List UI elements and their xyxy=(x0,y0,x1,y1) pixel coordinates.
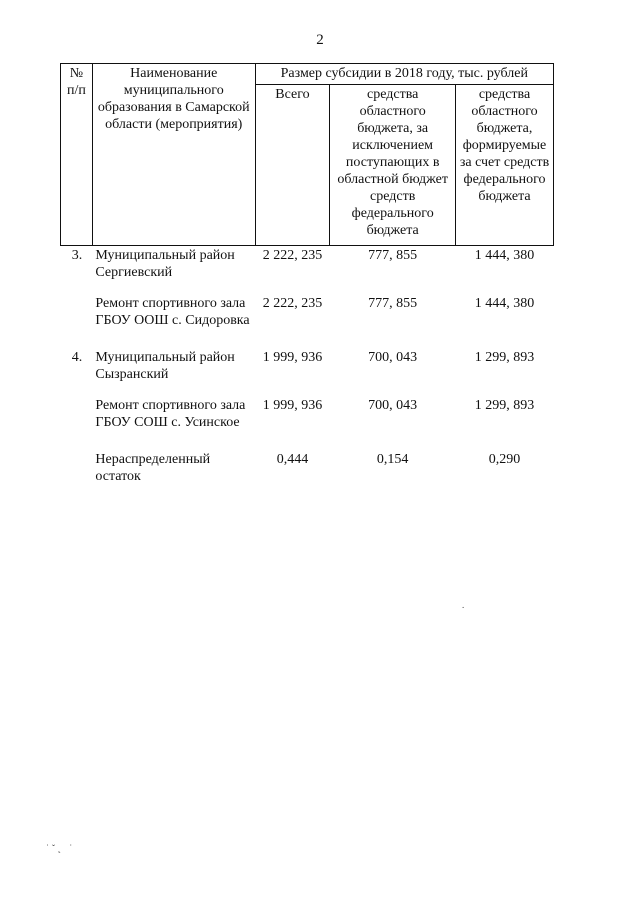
row-name: Ремонт спортивного зала ГБОУ СОШ с. Усинское xyxy=(95,398,246,430)
row-number xyxy=(61,383,93,431)
row-total: 2 222, 235 xyxy=(262,296,323,311)
row-number xyxy=(61,431,93,485)
table-row xyxy=(61,246,554,282)
header-subsidy-amount: Размер субсидии в 2018 году, тыс. рублей xyxy=(255,64,553,85)
header-municipality-name: Наименование муниципального образования в Самарской области (мероприятия) xyxy=(92,64,255,246)
row-federal: 1 299, 893 xyxy=(474,398,535,413)
header-federal-funded: средства областного бюджета, формируемые за счет средств федерального бюджета xyxy=(456,85,554,246)
table-row xyxy=(61,431,554,485)
row-number xyxy=(61,281,93,329)
row-number: 3. xyxy=(71,248,83,263)
row-regional: 700, 043 xyxy=(368,350,418,365)
row-total: 1 999, 936 xyxy=(262,350,323,365)
row-total: 1 999, 936 xyxy=(262,398,323,413)
row-federal: 1 444, 380 xyxy=(474,296,535,311)
row-name: Ремонт спортивного зала ГБОУ ООШ с. Сидоровка xyxy=(95,296,250,328)
subsidy-table xyxy=(60,63,554,485)
row-regional: 777, 855 xyxy=(368,248,418,263)
row-federal: 1 444, 380 xyxy=(474,248,535,263)
row-name: Нераспределенный остаток xyxy=(95,452,211,484)
header-regional-budget: средства областного бюджета, за исключением поступающих в областной бюджет средств федерального бюджета xyxy=(330,85,456,246)
scan-marks: ˙ˇ˛ ˙ xyxy=(46,843,76,853)
row-total: 2 222, 235 xyxy=(262,248,323,263)
table-row xyxy=(61,281,554,329)
page-number: 2 xyxy=(316,32,324,48)
table-row xyxy=(61,329,554,383)
table-row xyxy=(61,383,554,431)
header-number: № п/п xyxy=(61,64,93,246)
row-total: 0,444 xyxy=(276,452,309,467)
row-name: Муниципальный район Сергиевский xyxy=(95,248,235,280)
row-name: Муниципальный район Сызранский xyxy=(95,350,235,382)
row-regional: 700, 043 xyxy=(368,398,418,413)
row-regional: 777, 855 xyxy=(368,296,418,311)
row-number: 4. xyxy=(71,350,83,365)
header-total: Всего xyxy=(255,85,330,246)
row-regional: 0,154 xyxy=(376,452,409,467)
row-federal: 0,290 xyxy=(488,452,521,467)
row-federal: 1 299, 893 xyxy=(474,350,535,365)
scan-speck: . xyxy=(462,600,468,610)
